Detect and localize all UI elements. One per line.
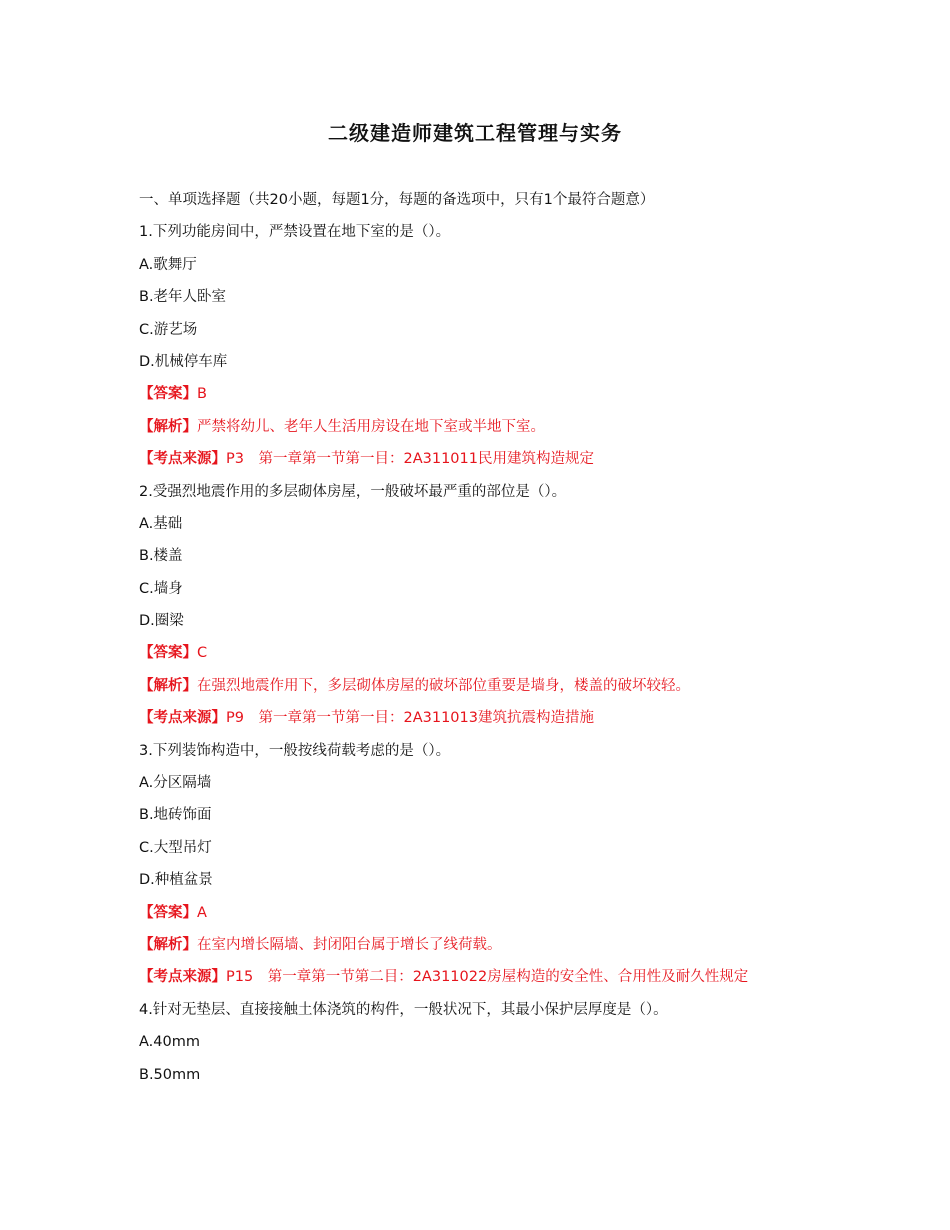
option-a: A.40mm	[139, 1034, 200, 1051]
source-line	[139, 448, 859, 480]
question-stem: 2.受强烈地震作用的多层砌体房屋，一般破坏最严重的部位是（）。	[139, 483, 567, 500]
source-tag: 【考点来源】	[139, 710, 226, 727]
option-c: C.游艺场	[139, 321, 198, 338]
answer-value: A	[197, 904, 207, 921]
answer-tag: 【答案】	[139, 645, 197, 662]
analysis-text: 严禁将幼儿、老年人生活用房设在地下室或半地下室。	[197, 418, 545, 435]
source-line	[139, 707, 859, 739]
question-block	[139, 481, 859, 740]
analysis-text: 在室内增长隔墙、封闭阳台属于增长了线荷载。	[197, 936, 502, 953]
answer-line	[139, 383, 859, 415]
source-text: P3 第一章第一节第一目：2A311011民用建筑构造规定	[226, 451, 594, 468]
option-b: B.地砖饰面	[139, 807, 212, 824]
source-line	[139, 966, 859, 998]
source-text: P9 第一章第一节第一目：2A311013建筑抗震构造措施	[226, 710, 594, 727]
question-block	[139, 999, 859, 1096]
option-b: B.老年人卧室	[139, 289, 227, 306]
section-header: 一、单项选择题（共20小题，每题1分，每题的备选项中，只有1个最符合题意）	[139, 192, 655, 208]
analysis-tag: 【解析】	[139, 936, 197, 953]
option-d: D.机械停车库	[139, 353, 228, 370]
answer-value: C	[197, 645, 208, 662]
question-stem: 1.下列功能房间中，严禁设置在地下室的是（）。	[139, 224, 451, 241]
question-stem: 4.针对无垫层、直接接触土体浇筑的构件，一般状况下，其最小保护层厚度是（）。	[139, 1001, 668, 1018]
answer-tag: 【答案】	[139, 904, 197, 921]
question-block	[139, 221, 859, 480]
source-tag: 【考点来源】	[139, 969, 226, 986]
option-b: B.楼盖	[139, 548, 183, 565]
option-d: D.圈梁	[139, 613, 184, 630]
option-b: B.50mm	[139, 1066, 201, 1083]
option-a: A.基础	[139, 515, 183, 532]
source-text: P15 第一章第一节第二目：2A311022房屋构造的安全性、合用性及耐久性规定	[226, 969, 749, 986]
answer-tag: 【答案】	[139, 386, 197, 403]
option-a: A.歌舞厅	[139, 256, 197, 273]
question-block	[139, 740, 859, 999]
option-d: D.种植盆景	[139, 872, 213, 889]
analysis-line	[139, 675, 859, 707]
option-c: C.墙身	[139, 580, 183, 597]
analysis-line	[139, 416, 859, 448]
option-c: C.大型吊灯	[139, 839, 212, 856]
answer-line	[139, 902, 859, 934]
analysis-line	[139, 934, 859, 966]
analysis-tag: 【解析】	[139, 418, 197, 435]
answer-line	[139, 642, 859, 674]
question-stem: 3.下列装饰构造中，一般按线荷载考虑的是（）。	[139, 742, 451, 759]
page-title: 二级建造师建筑工程管理与实务	[328, 121, 622, 145]
source-tag: 【考点来源】	[139, 451, 226, 468]
analysis-tag: 【解析】	[139, 677, 197, 694]
option-a: A.分区隔墙	[139, 775, 212, 792]
answer-value: B	[197, 386, 207, 403]
exam-content	[139, 189, 859, 1096]
analysis-text: 在强烈地震作用下，多层砌体房屋的破坏部位重要是墙身，楼盖的破坏较轻。	[197, 677, 690, 694]
